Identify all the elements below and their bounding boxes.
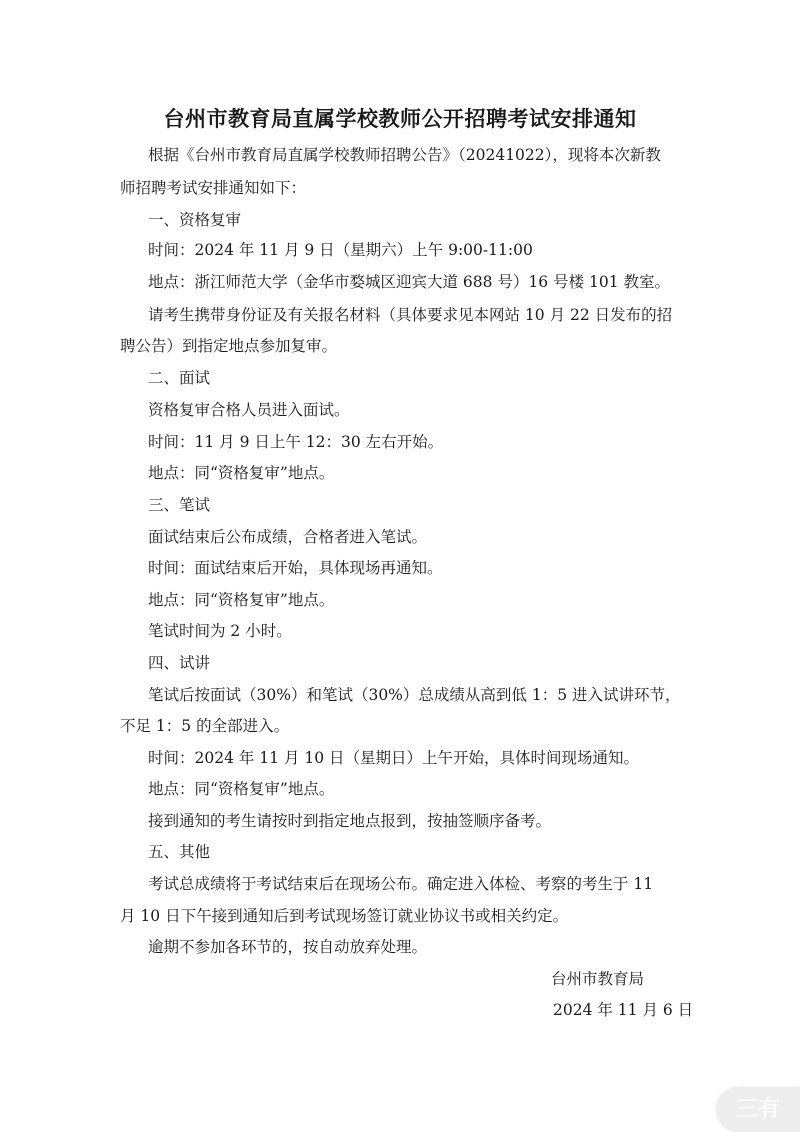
section-heading-other: 五、其他: [148, 843, 211, 861]
written-exam-time: 时间：面试结束后开始，具体现场再通知。: [148, 559, 443, 577]
trial-lecture-time: 时间：2024 年 11 月 10 日（星期日）上午开始，具体时间现场通知。: [148, 749, 640, 767]
signature-date: 2024 年 11 月 6 日: [553, 1001, 694, 1019]
document-title: 台州市教育局直属学校教师公开招聘考试安排通知: [163, 106, 637, 131]
other-results-line-1: 考试总成绩将于考试结束后在现场公布。确定进入体检、考察的考生于 11: [148, 875, 654, 893]
section-heading-interview: 二、面试: [148, 369, 211, 387]
written-exam-eligibility: 面试结束后公布成绩，合格者进入笔试。: [148, 528, 428, 546]
review-time: 时间：2024 年 11 月 9 日（星期六）上午 9:00-11:00: [148, 241, 533, 259]
review-materials-line-1: 请考生携带身份证及有关报名材料（具体要求见本网站 10 月 22 日发布的招: [148, 306, 673, 324]
paragraph-intro-line-1: 根据《台州市教育局直属学校教师招聘公告》（20241022），现将本次新教: [148, 146, 661, 164]
interview-eligibility: 资格复审合格人员进入面试。: [148, 401, 350, 419]
review-materials-line-2: 聘公告）到指定地点参加复审。: [120, 337, 338, 355]
signature-org: 台州市教育局: [551, 970, 645, 988]
other-forfeit: 逾期不参加各环节的，按自动放弃处理。: [148, 938, 428, 956]
written-exam-location: 地点：同“资格复审”地点。: [148, 591, 335, 609]
app-watermark-badge[interactable]: 三有: [716, 1087, 800, 1132]
trial-lecture-rule-line-1: 笔试后按面试（30%）和笔试（30%）总成绩从高到低 1：5 进入试讲环节，: [148, 686, 681, 704]
other-results-line-2: 月 10 日下午接到通知后到考试现场签订就业协议书或相关约定。: [120, 907, 569, 925]
interview-location: 地点：同“资格复审”地点。: [148, 464, 335, 482]
trial-lecture-report: 接到通知的考生请按时到指定地点报到，按抽签顺序备考。: [148, 812, 552, 830]
trial-lecture-location: 地点：同“资格复审”地点。: [148, 780, 335, 798]
interview-time: 时间：11 月 9 日上午 12：30 左右开始。: [148, 433, 444, 451]
written-exam-duration: 笔试时间为 2 小时。: [148, 622, 292, 640]
section-heading-written-exam: 三、笔试: [148, 496, 211, 514]
section-heading-qualification-review: 一、资格复审: [148, 211, 242, 229]
section-heading-trial-lecture: 四、试讲: [148, 654, 211, 672]
review-location: 地点：浙江师范大学（金华市婺城区迎宾大道 688 号）16 号楼 101 教室。: [148, 273, 671, 291]
trial-lecture-rule-line-2: 不足 1：5 的全部进入。: [120, 717, 290, 735]
paragraph-intro-line-2: 师招聘考试安排通知如下：: [120, 179, 307, 197]
